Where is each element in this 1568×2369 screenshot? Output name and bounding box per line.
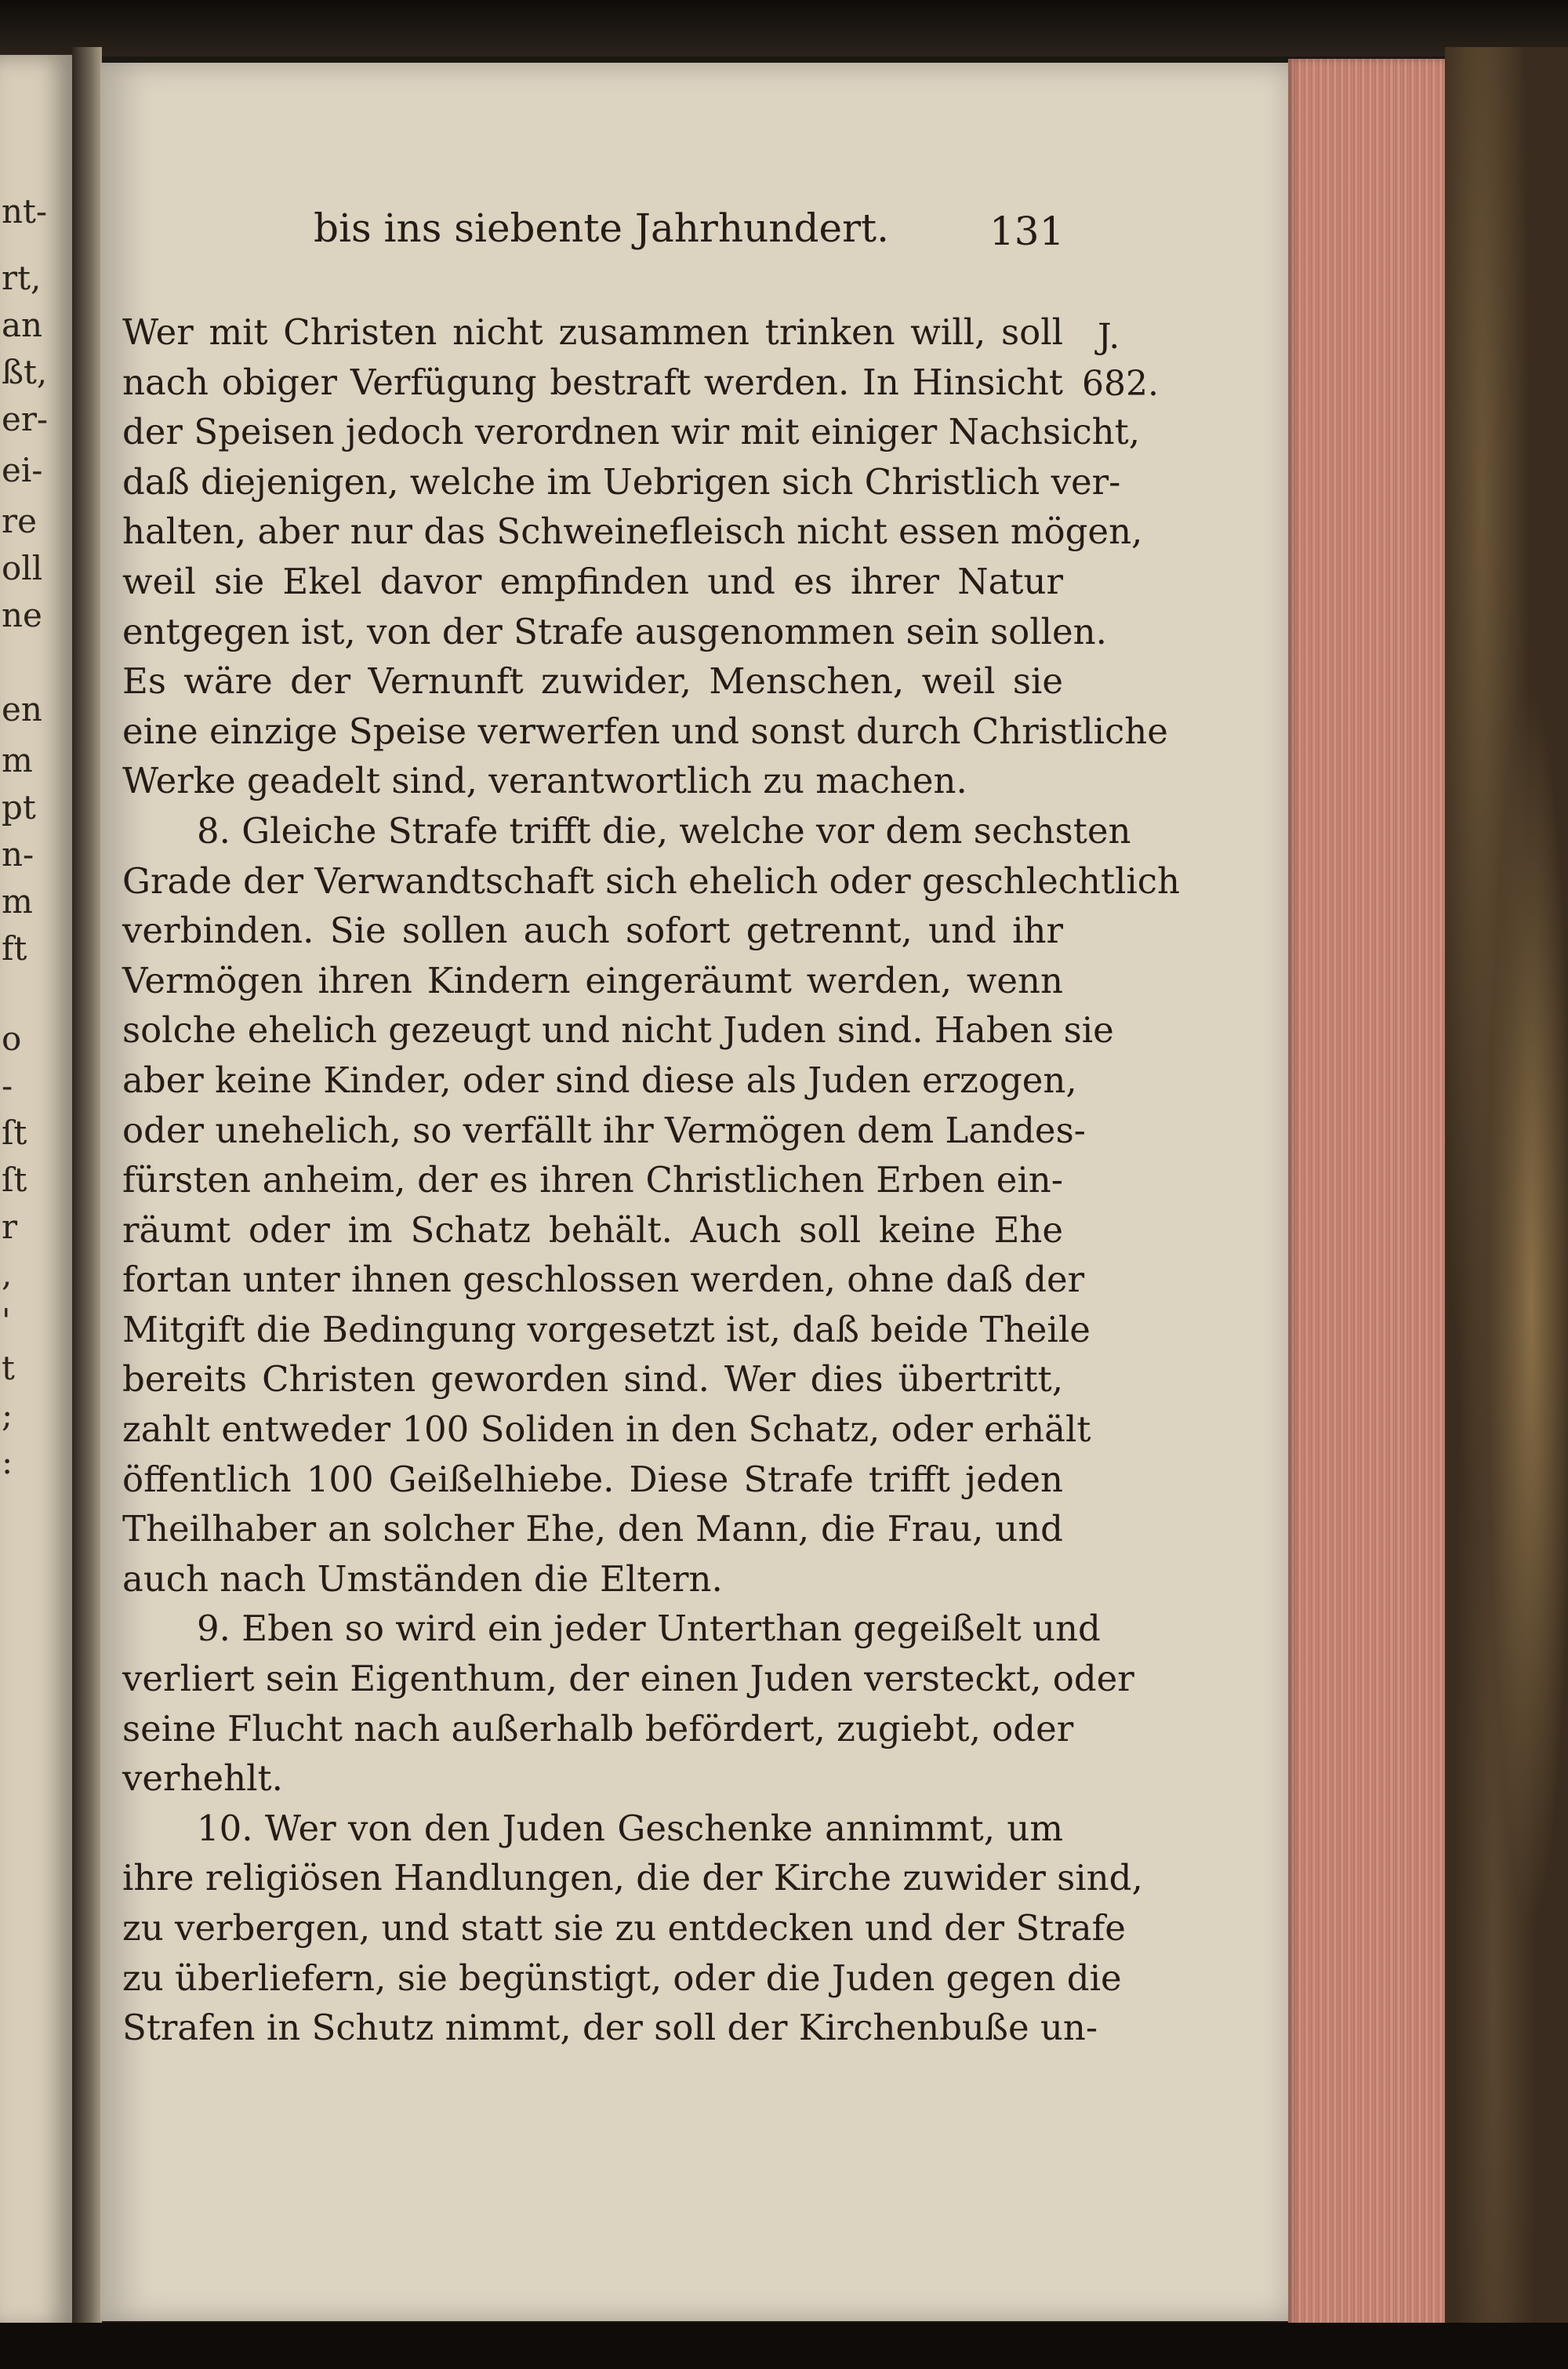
text-line: verhehlt.: [122, 1757, 283, 1800]
text-line: fürsten anheim, der es ihren Christlichen Erben ein-: [122, 1159, 1063, 1201]
left-page-fragment: :: [2, 1443, 13, 1481]
text-line: verbinden. Sie sollen auch sofort getrennt, und ihr: [122, 910, 1063, 952]
left-page-fragment: pt: [2, 788, 36, 827]
left-page-fragment: ei-: [2, 451, 43, 489]
text-line: daß diejenigen, welche im Uebrigen sich Christlich ver-: [122, 460, 1121, 503]
left-page-edge: [0, 55, 72, 2329]
left-page-fragment: m: [2, 741, 33, 779]
text-line: räumt oder im Schatz behält. Auch soll keine Ehe: [122, 1208, 1063, 1251]
text-line: fortan unter ihnen geschlossen werden, ohne daß der: [122, 1259, 1085, 1301]
left-page-fragment: t: [2, 1349, 15, 1387]
marbled-cover: [1445, 47, 1568, 2337]
text-line: oder unehelich, so verfällt ihr Vermögen dem Landes-: [122, 1109, 1086, 1151]
text-line: weil sie Ekel davor empfinden und es ihrer Natur: [122, 560, 1063, 602]
text-line: verliert sein Eigenthum, der einen Juden versteckt, oder: [122, 1658, 1134, 1700]
text-line: nach obiger Verfügung bestraft werden. In Hinsicht: [122, 361, 1063, 403]
text-line: bereits Christen geworden sind. Wer dies übertritt,: [122, 1358, 1063, 1401]
page-number: 131: [989, 209, 1065, 254]
text-line: halten, aber nur das Schweinefleisch nicht essen mögen,: [122, 510, 1143, 553]
text-line: zu verbergen, und statt sie zu entdecken und der Strafe: [122, 1907, 1126, 1949]
text-line: Theilhaber an solcher Ehe, den Mann, die Frau, und: [122, 1508, 1063, 1550]
text-line: seine Flucht nach außerhalb befördert, zugiebt, oder: [122, 1707, 1074, 1749]
margin-note-year-value: 682.: [1082, 364, 1159, 404]
text-line: Es wäre der Vernunft zuwider, Menschen, weil sie: [122, 660, 1063, 703]
left-page-fragment: ßt,: [2, 353, 48, 391]
left-page-fragment: re: [2, 502, 37, 540]
book-gutter: [72, 47, 102, 2337]
running-head: bis ins siebente Jahrhundert.: [314, 205, 889, 251]
left-page-fragment: ſt: [2, 1161, 27, 1199]
left-page-fragment: m: [2, 882, 33, 921]
text-line: 10. Wer von den Juden Geschenke annimmt, um: [197, 1807, 1063, 1849]
margin-note-year: [1082, 314, 1159, 408]
left-page-fragment: o: [2, 1019, 22, 1058]
left-page-text-fragments: [0, 55, 72, 2329]
left-page-fragment: ſt: [2, 1114, 27, 1152]
left-page-fragment: ne: [2, 596, 42, 634]
left-page-fragment: nt-: [2, 192, 48, 231]
text-line: eine einzige Speise verwerfen und sonst durch Christliche: [122, 710, 1168, 752]
text-line: aber keine Kinder, oder sind diese als Juden erzogen,: [122, 1059, 1077, 1101]
left-page-fragment: -: [2, 1066, 13, 1105]
left-page-fragment: ': [2, 1302, 11, 1340]
text-line: der Speisen jedoch verordnen wir mit einiger Nachsicht,: [122, 411, 1141, 453]
text-line: Werke geadelt sind, verantwortlich zu machen.: [122, 760, 967, 802]
left-page-fragment: ,: [2, 1255, 13, 1293]
page-edges: [1288, 59, 1445, 2329]
text-line: Vermögen ihren Kindern eingeräumt werden, wenn: [122, 959, 1063, 1001]
text-line: 8. Gleiche Strafe trifft die, welche vor dem sechsten: [197, 809, 1131, 852]
scan-background-bottom: [0, 2323, 1568, 2369]
text-line: ihre religiösen Handlungen, die der Kirche zuwider sind,: [122, 1857, 1143, 1899]
text-line: Strafen in Schutz nimmt, der soll der Kirchenbuße un-: [122, 2007, 1098, 2049]
left-page-fragment: an: [2, 306, 43, 344]
left-page-fragment: r: [2, 1208, 18, 1246]
text-line: auch nach Umständen die Eltern.: [122, 1557, 723, 1600]
text-line: öffentlich 100 Geißelhiebe. Diese Strafe trifft jeden: [122, 1458, 1063, 1500]
left-page-fragment: oll: [2, 549, 43, 587]
margin-note-label: J.: [1098, 317, 1120, 357]
text-line: Mitgift die Bedingung vorgesetzt ist, daß beide Theile: [122, 1308, 1091, 1350]
text-line: zahlt entweder 100 Soliden in den Schatz, oder erhält: [122, 1408, 1091, 1451]
left-page-fragment: ;: [2, 1396, 13, 1434]
scan-background-top: [0, 0, 1568, 56]
left-page-fragment: rt,: [2, 259, 42, 297]
left-page-fragment: ft: [2, 929, 27, 968]
left-page-fragment: en: [2, 690, 42, 729]
text-line: entgegen ist, von der Strafe ausgenommen sein sollen.: [122, 610, 1107, 652]
text-line: Wer mit Christen nicht zusammen trinken will, soll: [122, 311, 1063, 353]
text-line: solche ehelich gezeugt und nicht Juden sind. Haben sie: [122, 1009, 1114, 1052]
text-line: Grade der Verwandtschaft sich ehelich oder geschlechtlich: [122, 859, 1180, 902]
left-page-fragment: n-: [2, 835, 34, 874]
text-line: zu überliefern, sie begünstigt, oder die Juden gegen die: [122, 1957, 1122, 1999]
text-line: 9. Eben so wird ein jeder Unterthan gegeißelt und: [197, 1608, 1101, 1650]
left-page-fragment: er-: [2, 400, 49, 438]
